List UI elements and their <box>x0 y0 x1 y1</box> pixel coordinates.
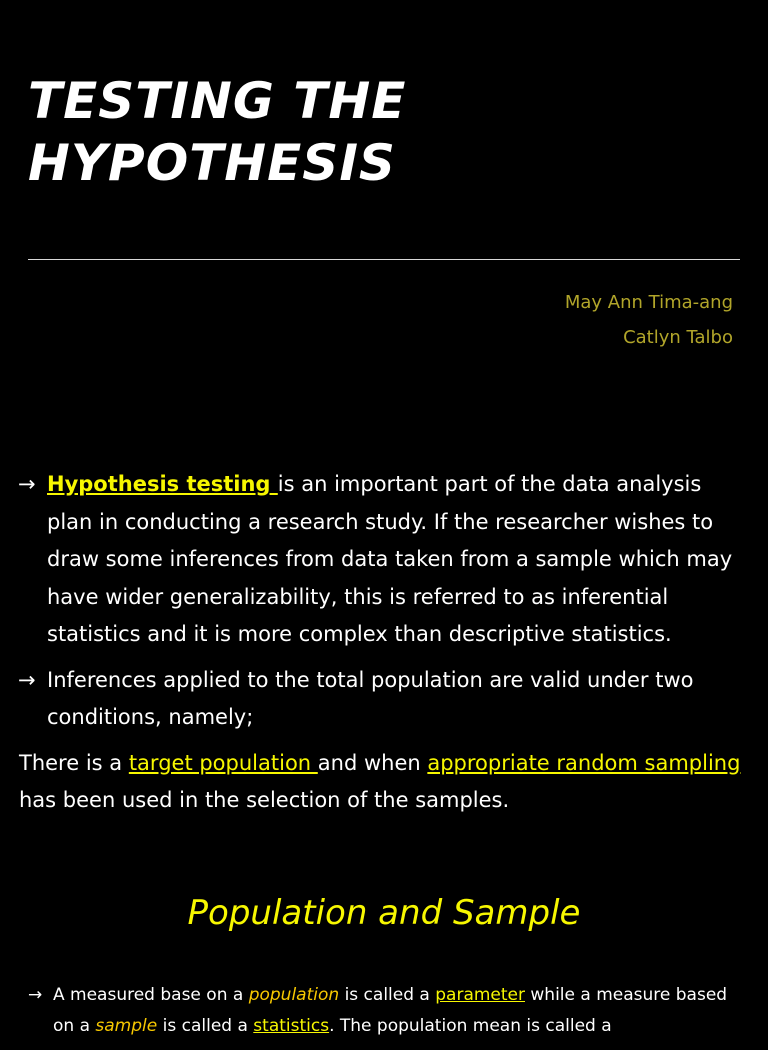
title-divider <box>28 259 740 260</box>
author-1: May Ann Tima-ang <box>564 292 733 313</box>
intro-section <box>0 466 768 820</box>
section-text-3: while a measure based on a <box>53 985 728 1036</box>
bullet-2-text: Inferences applied to the total population are valid under two conditions, namely; <box>47 667 694 729</box>
authors-block <box>565 285 733 355</box>
conditions-paragraph <box>0 745 768 820</box>
hypothesis-testing-link[interactable]: Hypothesis testing <box>47 472 278 496</box>
conditions-text-3: has been used in the selection of the samples. <box>19 788 510 812</box>
section-text-4: is called a <box>157 1016 254 1036</box>
random-sampling-link[interactable]: appropriate random sampling <box>427 750 741 775</box>
bullet-parameter <box>0 980 768 1042</box>
bullet-1-text: is an important part of the data analysis plan in conducting a research study. If the researcher wishes to draw some inferences from data taken from a sample which may have wider generalizability, this is referred to as inferential statistics and it is more complex than descriptive statistics. <box>47 472 733 646</box>
arrow-bullet-icon: → <box>28 985 43 1005</box>
parameter-link[interactable]: parameter <box>435 985 525 1005</box>
conditions-text-1: There is a <box>19 750 129 775</box>
title-line-2: HYPOTHESIS <box>28 134 396 192</box>
section-text-1: A measured base on a <box>53 985 249 1005</box>
arrow-bullet-icon: → <box>18 472 36 496</box>
page-title <box>28 70 406 194</box>
section-text-5: . The population mean is called a <box>329 1016 612 1036</box>
population-sample-section <box>0 980 768 1050</box>
bullet-inferences <box>0 662 768 737</box>
author-2: Catlyn Talbo <box>623 327 733 348</box>
population-term: population <box>248 985 340 1005</box>
section-heading: Population and Sample <box>187 893 581 933</box>
section-text-2: is called a <box>339 985 436 1005</box>
sample-term: sample <box>95 1016 158 1036</box>
bullet-hypothesis-testing <box>0 466 768 654</box>
arrow-bullet-icon: → <box>18 667 36 692</box>
statistics-link[interactable]: statistics <box>253 1016 330 1036</box>
target-population-link[interactable]: target population <box>128 750 318 775</box>
conditions-text-2: and when <box>317 750 428 775</box>
title-line-1: TESTING THE <box>28 72 407 130</box>
